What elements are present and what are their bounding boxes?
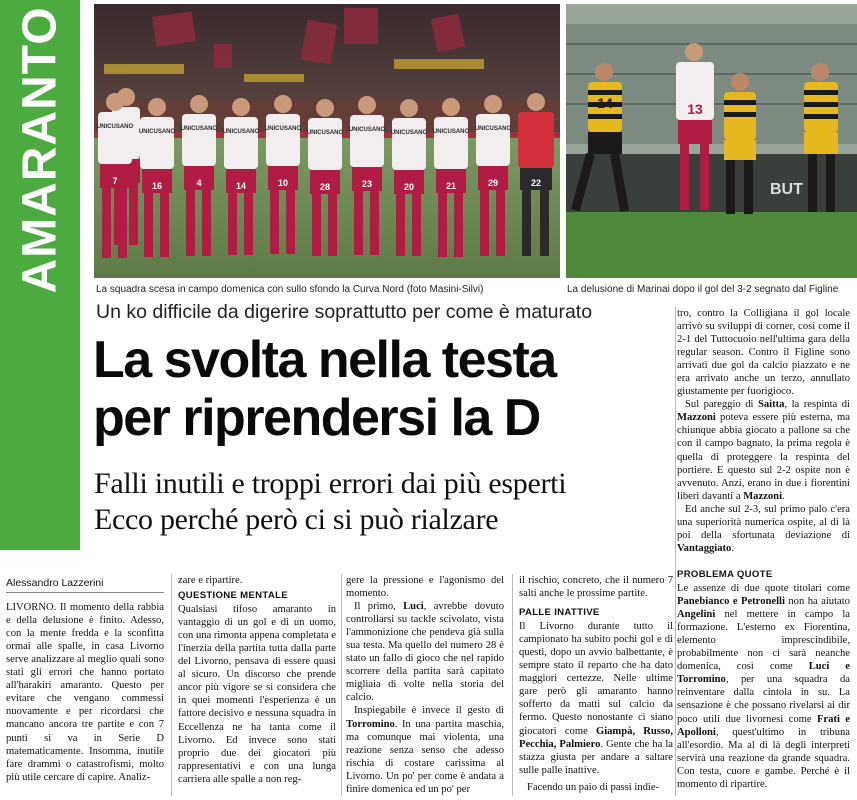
article-headline — [93, 331, 556, 447]
jersey-number: 4 — [196, 178, 202, 188]
article-byline: Alessandro Lazzerini — [6, 577, 164, 593]
article-column-2 — [178, 574, 336, 800]
jersey-sponsor: UNICUSANO — [432, 129, 470, 135]
text-run: . — [731, 542, 735, 554]
body-paragraph — [677, 503, 850, 555]
player-names: Frati e Apolloni — [677, 713, 850, 738]
photo-caption-right: La delusione di Marinai dopo il gol del 3-2 segnato dal Figline — [567, 284, 839, 295]
body-paragraph — [346, 704, 504, 795]
jersey-number: 29 — [487, 178, 499, 188]
jersey-number: 10 — [277, 178, 289, 188]
text-run: non ha aiutato — [784, 596, 850, 608]
column-rule — [675, 306, 676, 796]
column-rule — [341, 574, 342, 796]
player-names: Giampà, Russo, Pecchia, Palmiero — [519, 725, 673, 750]
match-photo — [566, 4, 857, 278]
player-number: 14 — [597, 95, 613, 111]
body-paragraph: il rischio, concreto, che il numero 7 salti anche le prossime partite. — [519, 575, 673, 600]
jersey-sponsor: UNICUSANO — [96, 124, 134, 130]
coach-name: Angelini — [677, 609, 716, 621]
jersey-sponsor: UNICUSANO — [222, 129, 260, 135]
body-paragraph — [677, 582, 850, 791]
jersey-number: 7 — [112, 176, 118, 186]
headline-line-1: La svolta nella testa — [93, 331, 556, 389]
jersey-number: 22 — [530, 178, 542, 188]
text-run: , quest'ultimo in tribuna all'esordio. Ma al di là degli interpreti servirà una reazione da grande squadra. Con testa, cuore e gambe. Perché è il momento di ripartire. — [677, 726, 850, 790]
jersey-number: 14 — [235, 181, 247, 191]
jersey-number: 23 — [361, 179, 373, 189]
body-paragraph: zare e ripartire. — [178, 575, 243, 586]
jersey-sponsor: UNICUSANO — [138, 129, 176, 135]
jersey-number: 28 — [319, 182, 331, 192]
player-name: Vantaggiato — [677, 542, 732, 554]
player-name: Torromino — [346, 718, 395, 730]
section-tab — [0, 0, 80, 550]
body-paragraph — [519, 620, 673, 777]
text-run: Sul pareggio di — [685, 399, 758, 411]
body-paragraph: tro, contro la Colligiana il gol locale arrivò su sviluppi di corner, così come il 2-1 del Tuttocuoio nell'ultima gara della regular season. Contro il Figline sono arrivati due gol da calcio piazzato e ne era arrivato anche un terzo, annullato giustamente per fuorigioco. — [677, 308, 850, 398]
text-run: . — [782, 490, 785, 502]
text-run: , per una squadra da reinventare dalla cintola in su. La sensazione è che possano rivelarsi ai dir poco utili due livornesi come — [677, 674, 850, 725]
player-number: 13 — [687, 101, 703, 117]
article-column-6 — [677, 566, 850, 800]
text-run: Il Livorno durante tutto il campionato ha subito pochi gol e di questi, dopo un avvio balbettante, è sempre stato il reparto che ha dato maggiori certezze. Nelle ultime gare però gli amaranto hanno sofferto da matti sul calcio da fermo. Questo nonostante ci siano giocatori come — [519, 621, 673, 737]
jersey-sponsor: UNICUSANO — [180, 126, 218, 132]
body-paragraph: Facendo un paio di passi indie- — [527, 781, 660, 793]
team-photo — [94, 4, 560, 278]
body-paragraph — [346, 600, 504, 704]
subhead-line-2: Ecco perché però ci si può rialzare — [94, 503, 499, 536]
subhead-line-1: Falli inutili e troppi errori dai più esperti — [94, 467, 567, 500]
article-column-1 — [6, 577, 164, 797]
body-paragraph: LIVORNO. Il momento della rabbia e della delusione è finito. Adesso, con la mente fredda e la sconfitta ormai alle spalle, in casa Livorno serve analizzare al meglio quali sono stati gli errori che hanno portato all'harakiri amaranto. Questo per evitare che vengano commessi nuovamente e per ricordarsi che mancano ancora tre partite e con 7 punti si va in Serie D matematicamente. Insomma, inutile fare drammi o catastrofismi, molto più utile cercare di capire. Analiz- — [6, 602, 164, 783]
section-tab-label: AMARANTO — [13, 6, 67, 294]
text-run: Inspiegabile è invece il gesto di — [354, 705, 504, 717]
article-subhead — [94, 466, 566, 538]
team-photo-illustration — [94, 4, 560, 278]
section-heading: QUESTIONE MENTALE — [178, 590, 288, 602]
body-paragraph: gere la pressione e l'agonismo del momento. — [346, 575, 504, 600]
text-run: Ed anche sul 2-3, sul primo palo c'era una superiorità numerica ospite, al di là poi della sfortunata deviazione di — [677, 503, 850, 541]
jersey-number: 20 — [403, 182, 415, 192]
headline-line-2: per riprendersi la D — [93, 389, 540, 447]
article-kicker: Un ko difficile da digerire soprattutto per come è maturato — [96, 301, 593, 323]
section-heading: PROBLEMA QUOTE — [677, 569, 773, 580]
text-run: , la respinta di — [784, 399, 850, 411]
player-name: Luci — [403, 601, 424, 613]
text-run: . In una partita maschia, ma comunque mai violenta, una reazione senza senso che adesso rischia di costare carissima al Livorno. Un po' per come è andata a finire domenica ed un po' per — [346, 718, 504, 795]
text-run: poteva essere più esterna, ma chiunque abbia giocato a pallone sa che con il campo bagnato, la prima regola è quella di proteggere la respinta del portiere. E questo sul 2-2 ospite non è avvenuto. Anzi, erano in due i fiorentini liberi davanti a — [677, 412, 850, 502]
text-run: . Gente che ha la stazza giusta per andare a saltare sulle palle inattive. — [519, 738, 673, 776]
article-column-4 — [519, 574, 673, 800]
photo-caption-left: La squadra scesa in campo domenica con sullo sfondo la Curva Nord (foto Masini-Silvi) — [96, 284, 484, 295]
text-run: , avrebbe dovuto controllarsi su tackle scivolato, vista l'ammonizione che pendeva già sulla sua testa. Ma quello del numero 28 è stato un fallo di gioco che nel rapido scorrere della partita sarà capitato migliaia di volte nella storia del calcio. — [346, 601, 504, 704]
text-run: Il primo, — [354, 601, 404, 613]
body-paragraph: Qualsiasi tifoso amaranto in vantaggio di un gol e di un uomo, con una rimonta appena completata e l'inerzia della partita tutta dalla parte del Livorno, pensava di essere quasi al sicuro. Un discorso che prende ancor più vigore se si considera che in quei momenti l'esperienza è un fattore decisivo e nessuna squadra in Eccellenza ne ha tanta come il Livorno. Ed invece sono stati proprio due dei giocatori più rappresentativi e con una lunga carriera alle spalle a non reg- — [178, 604, 336, 785]
column-rule — [512, 574, 513, 796]
player-name: Saitta — [757, 399, 785, 411]
match-photo-illustration — [566, 4, 857, 278]
column-rule — [171, 574, 172, 796]
jersey-sponsor: UNICUSANO — [390, 130, 428, 136]
text-run: Le assenze di due quote titolari come — [677, 583, 850, 595]
body-paragraph — [677, 398, 850, 502]
section-heading: PALLE INATTIVE — [519, 607, 600, 619]
player-name: Mazzoni — [743, 490, 783, 502]
jersey-sponsor: UNICUSANO — [348, 127, 386, 133]
player-names: Panebianco e Petronelli — [677, 596, 785, 608]
stadium-banner: BUT — [770, 181, 803, 198]
jersey-number: 21 — [445, 181, 457, 191]
article-column-3 — [346, 574, 504, 800]
player-names: Luci e Torromino — [677, 661, 850, 686]
player-name: Mazzoni — [677, 412, 716, 424]
jersey-sponsor: UNICUSANO — [264, 126, 302, 132]
article-column-5 — [677, 307, 850, 557]
text-run: nel mettere in campo la formazione. L'esterno ex Fiorentina, elemento imprescindibile, probabilmente non ci sarà neanche domenica, così come — [677, 609, 850, 673]
jersey-sponsor: UNICUSANO — [474, 126, 512, 132]
jersey-number: 16 — [151, 181, 163, 191]
jersey-sponsor: UNICUSANO — [306, 130, 344, 136]
